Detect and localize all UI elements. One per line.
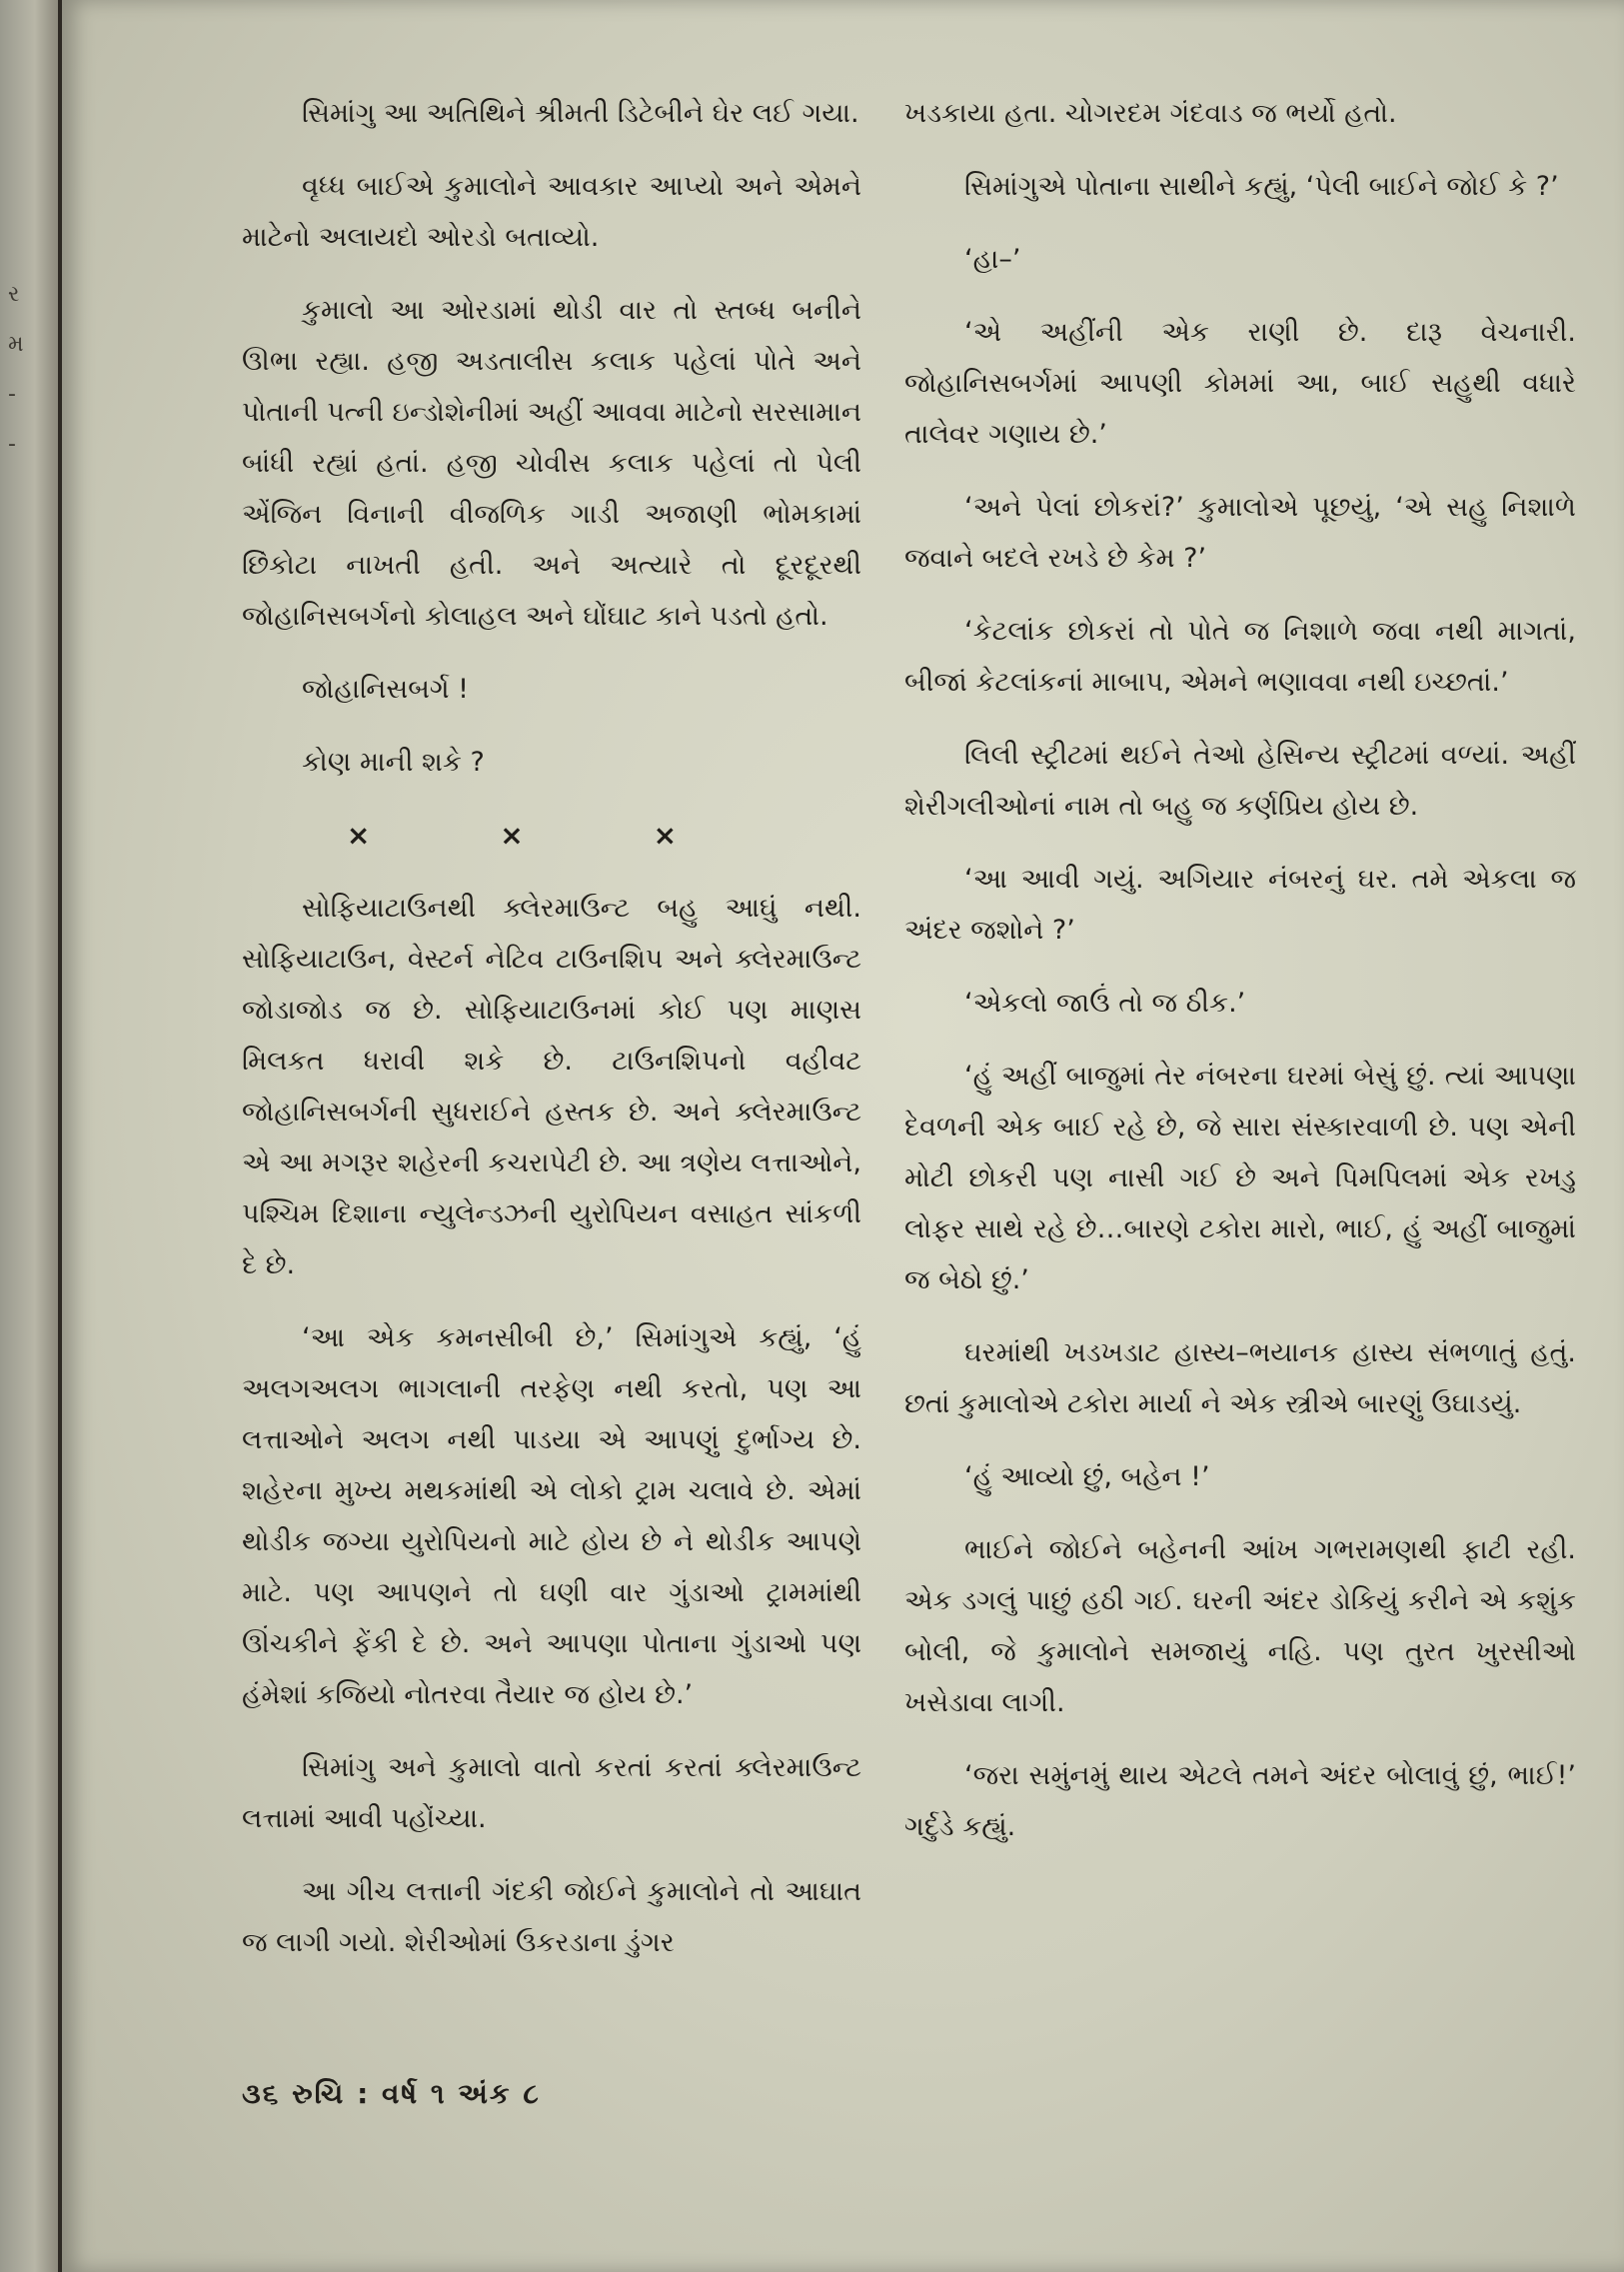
section-separator <box>282 810 742 861</box>
paragraph: ‘આ એક કમનસીબી છે,’ સિમાંગુએ કહ્યું, ‘હું અલગઅલગ ભાગલાની તરફેણ નથી કરતો, પણ આ લત્તાઓને અલગ નથી પાડયા એ આપણું દુર્ભાગ્ય છે. શહેરના મુખ્ય મથકમાંથી એ લોકો ટ્રામ ચલાવે છે. એમાં થોડીક જગ્યા યુરોપિયનો માટે હોય છે ને થોડીક આપણે માટે. પણ આપણને તો ઘણી વાર ગુંડાઓ ટ્રામમાંથી ઊંચકીને ફેંકી દે છે. અને આપણા પોતાના ગુંડાઓ પણ હંમેશાં કજિયો નોતરવા તૈયાર જ હોય છે.’ <box>242 1322 861 1710</box>
paragraph: લિલી સ્ટ્રીટમાં થઈને તેઓ હેસિન્ય સ્ટ્રીટમાં વળ્યાં. અહીં શેરીગલીઓનાં નામ તો બહુ જ કર્ણપ્રિય હોય છે. <box>904 740 1576 822</box>
separator-mark: × <box>653 819 678 852</box>
paragraph: સિમાંગુ આ અતિથિને શ્રીમતી ડિટેબીને ઘેર લઈ ગયા. <box>302 98 859 129</box>
previous-page-edge <box>0 0 58 2272</box>
paragraph: ‘કેટલાંક છોકરાં તો પોતે જ નિશાળે જવા નથી માગતાં, બીજાં કેટલાંકનાં માબાપ, એમને ભણાવવા નથી ઇચ્છતાં.’ <box>904 616 1576 698</box>
magazine-page <box>62 0 1624 2272</box>
right-column <box>904 88 1576 1874</box>
prev-mark: - <box>8 432 16 457</box>
paragraph: ‘એકલો જાઉં તો જ ઠીક.’ <box>964 988 1246 1019</box>
paragraph: ‘એ અહીંની એક રાણી છે. દારૂ વેચનારી. જોહાનિસબર્ગમાં આપણી કોમમાં આ, બાઈ સહુથી વધારે તાલેવર ગણાય છે.’ <box>904 317 1576 450</box>
paragraph: આ ગીચ લત્તાની ગંદકી જોઈને કુમાલોને તો આઘાત જ લાગી ગયો. શેરીઓમાં ઉકરડાના ડુંગર <box>242 1876 861 1958</box>
paragraph: ‘હું આવ્યો છું, બહેન !’ <box>964 1461 1210 1492</box>
paragraph: ‘અને પેલાં છોકરાં?’ કુમાલોએ પૂછયું, ‘એ સહુ નિશાળે જવાને બદલે રખડે છે કેમ ?’ <box>904 492 1576 574</box>
paragraph: સિમાંગુએ પોતાના સાથીને કહ્યું, ‘પેલી બાઈને જોઈ કે ?’ <box>964 171 1559 202</box>
paragraph: ઘરમાંથી ખડખડાટ હાસ્ય–ભયાનક હાસ્ય સંભળાતું હતું. છતાં કુમાલોએ ટકોરા માર્યા ને એક સ્ત્રીએ બારણું ઉઘાડયું. <box>904 1337 1576 1419</box>
paragraph: ‘હા–’ <box>964 244 1021 275</box>
prev-mark: મ <box>8 332 24 357</box>
paragraph: વૃધ્ધ બાઈએ કુમાલોને આવકાર આપ્યો અને એમને માટેનો અલાયદો ઓરડો બતાવ્યો. <box>242 171 861 253</box>
paragraph: કુમાલો આ ઓરડામાં થોડી વાર તો સ્તબ્ધ બનીને ઊભા રહ્યા. હજી અડતાલીસ કલાક પહેલાં પોતે અને પોતાની પત્ની ઇન્ડોશેનીમાં અહીં આવવા માટેનો સરસામાન બાંધી રહ્યાં હતાં. હજી ચોવીસ કલાક પહેલાં તો પેલી એંજિન વિનાની વીજળિક ગાડી અજાણી ભોમકામાં છિંકોટા નાખતી હતી. અને અત્યારે તો દૂરદૂરથી જોહાનિસબર્ગનો કોલાહલ અને ઘોંઘાટ કાને પડતો હતો. <box>242 295 861 632</box>
previous-page-marks <box>8 270 48 470</box>
page-footer: ૩૬ રુચિ : વર્ષ ૧ અંક ૮ <box>242 2077 541 2110</box>
prev-mark: ર <box>8 282 20 307</box>
paragraph: ‘આ આવી ગયું. અગિયાર નંબરનું ઘર. તમે એકલા જ અંદર જશોને ?’ <box>904 864 1576 946</box>
separator-mark: × <box>500 819 524 852</box>
paragraph: સિમાંગુ અને કુમાલો વાતો કરતાં કરતાં ક્લેરમાઉન્ટ લત્તામાં આવી પહોંચ્યા. <box>242 1752 861 1834</box>
left-column <box>242 88 861 1990</box>
paragraph: ‘જરા સમુંનમું થાય એટલે તમને અંદર બોલાવું છું, ભાઈ!’ ગર્દુડે કહ્યું. <box>904 1760 1576 1842</box>
paragraph: સોફિયાટાઉનથી ક્લેરમાઉન્ટ બહુ આઘું નથી. સોફિયાટાઉન, વેસ્ટર્ન નેટિવ ટાઉનશિપ અને ક્લેરમાઉન્ટ જોડાજોડ જ છે. સોફિયાટાઉનમાં કોઈ પણ માણસ મિલકત ધરાવી શકે છે. ટાઉનશિપનો વહીવટ જોહાનિસબર્ગની સુધરાઈને હસ્તક છે. અને ક્લેરમાઉન્ટ એ આ મગરૂર શહેરની કચરાપેટી છે. આ ત્રણેય લત્તાઓને, પશ્ચિમ દિશાના ન્યુલેન્ડઝની યુરોપિયન વસાહત સાંકળી દે છે. <box>242 893 861 1280</box>
paragraph: ભાઈને જોઈને બહેનની આંખ ગભરામણથી ફાટી રહી. એક ડગલું પાછું હઠી ગઈ. ઘરની અંદર ડોકિયું કરીને એ કશુંક બોલી, જે કુમાલોને સમજાયું નહિ. પણ તુરત ખુરસીઓ ખસેડાવા લાગી. <box>904 1534 1576 1718</box>
prev-mark: - <box>8 382 16 407</box>
paragraph: જોહાનિસબર્ગ ! <box>302 674 469 705</box>
paragraph: કોણ માની શકે ? <box>302 747 485 778</box>
paragraph: ખડકાયા હતા. ચોગરદમ ગંદવાડ જ ભર્યો હતો. <box>904 98 1397 129</box>
separator-mark: × <box>346 819 371 852</box>
paragraph: ‘હું અહીં બાજુમાં તેર નંબરના ઘરમાં બેસું છું. ત્યાં આપણા દેવળની એક બાઈ રહે છે, જે સારા સંસ્કારવાળી છે. પણ એની મોટી છોકરી પણ નાસી ગઈ છે અને પિમપિલમાં એક રખડુ લોફર સાથે રહે છે…બારણે ટકોરા મારો, ભાઈ, હું અહીં બાજુમાં જ બેઠો છું.’ <box>904 1061 1576 1295</box>
